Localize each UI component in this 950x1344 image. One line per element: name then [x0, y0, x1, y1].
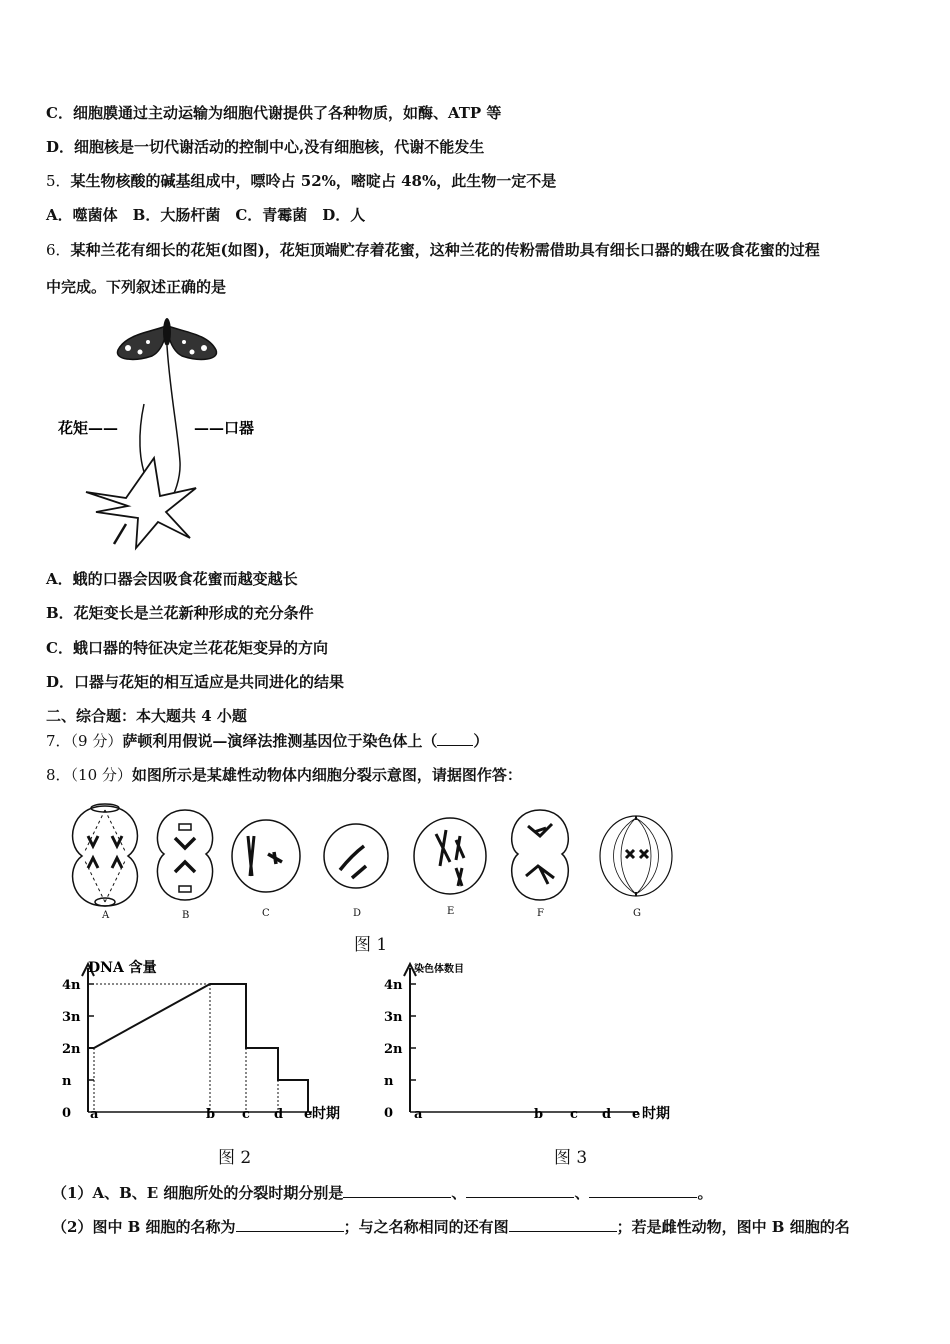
q8-text: 如图所示是某雄性动物体内细胞分裂示意图，请据图作答：: [131, 766, 522, 784]
cell-f: [512, 810, 569, 900]
q8-sub1-end: 。: [697, 1184, 713, 1202]
q8-sub1-label: （1）: [52, 1184, 93, 1202]
figure-2-caption: 图 2: [218, 1148, 252, 1168]
fig3-xtick: d: [602, 1107, 612, 1122]
fig3-xunit: 时期: [642, 1106, 670, 1122]
q7: [46, 730, 488, 751]
mouthpart-label: ——口器: [194, 419, 255, 437]
cell-a: [73, 804, 138, 906]
q4-option-c: C．细胞膜通过主动运输为细胞代谢提供了各种物质，如酶、ATP 等: [46, 104, 502, 122]
q7-text: 萨顿利用假说—演绎法推测基因位于染色体上（: [122, 732, 438, 750]
q5-text: 某生物核酸的碱基组成中，嘌呤占 52%，嘧啶占 48%，此生物一定不是: [70, 172, 557, 190]
q5-options: A．噬菌体 B．大肠杆菌 C．青霉菌 D．人: [46, 206, 366, 224]
q8-sub1-blank-e[interactable]: [589, 1183, 697, 1198]
q8-sub2-blank-figure[interactable]: [509, 1217, 617, 1232]
orchid-moth-figure: [56, 312, 286, 552]
fig2-xunit: 时期: [312, 1106, 340, 1122]
spur-label: 花矩——: [58, 419, 119, 437]
q5-stem: [46, 170, 556, 191]
q6-option-b: B．花矩变长是兰花新种形成的充分条件: [46, 604, 314, 622]
fig2-ytick: 2n: [62, 1042, 81, 1057]
fig2-xtick: a: [90, 1107, 99, 1122]
q7-number: 7．: [46, 732, 71, 750]
cell-labels: [101, 906, 641, 921]
q8-sub2-text2: ；与之名称相同的还有图: [343, 1218, 509, 1236]
fig3-ytick: 3n: [384, 1010, 403, 1025]
cell-label-c: C: [262, 908, 270, 919]
fig3-xtick: a: [414, 1107, 423, 1122]
fig3-ytick: 0: [384, 1106, 394, 1121]
q6-stem-line1: [46, 239, 820, 260]
figure-2-chart: [50, 958, 360, 1138]
q8-sub1-blank-b[interactable]: [466, 1183, 574, 1198]
q6-option-c: C．蛾口器的特征决定兰花花矩变异的方向: [46, 639, 328, 657]
fig2-ylabel: DNA 含量: [88, 960, 157, 976]
fig3-ytick: 4n: [384, 978, 403, 993]
q7-score: （9 分）: [70, 732, 123, 750]
cell-label-e: E: [447, 906, 455, 917]
q8-sub1-sep1: 、: [451, 1184, 467, 1202]
q8-sub2: [52, 1216, 850, 1237]
fig3-xtick: e: [632, 1107, 641, 1122]
q6-option-d: D．口器与花矩的相互适应是共同进化的结果: [46, 673, 345, 691]
fig3-ytick: 2n: [384, 1042, 403, 1057]
fig3-xtick: b: [534, 1107, 544, 1122]
q8-sub2-text3: ；若是雌性动物，图中 B 细胞的名: [616, 1218, 850, 1236]
q4-option-d: D．细胞核是一切代谢活动的控制中心,没有细胞核，代谢不能发生: [46, 138, 485, 156]
fig3-ytick: n: [384, 1074, 394, 1089]
q8-sub1-sep2: 、: [574, 1184, 590, 1202]
fig2-xtick: e: [304, 1107, 313, 1122]
q6-stem-line2: 中完成。下列叙述正确的是: [46, 278, 227, 296]
q8-sub1: [52, 1182, 712, 1203]
q8-sub2-blank-name[interactable]: [236, 1217, 344, 1232]
q6-number: 6．: [46, 241, 71, 259]
q7-tail: ）: [473, 732, 489, 750]
cell-e: [414, 818, 486, 894]
figure-1-caption: 图 1: [354, 935, 388, 955]
q8-stem: [46, 764, 522, 785]
q8-sub2-label: （2）: [52, 1218, 93, 1236]
cell-c: [232, 820, 300, 892]
fig2-ytick: 0: [62, 1106, 72, 1121]
q8-score: （10 分）: [70, 766, 132, 784]
fig2-xtick: d: [274, 1107, 284, 1122]
cell-label-a: A: [102, 910, 110, 921]
fig2-ytick: n: [62, 1074, 72, 1089]
cell-label-b: B: [182, 910, 190, 921]
fig2-xtick: c: [242, 1107, 250, 1122]
cell-g: [600, 816, 672, 896]
fig2-xtick: b: [206, 1107, 216, 1122]
q8-sub2-text1: 图中 B 细胞的名称为: [92, 1218, 236, 1236]
figure-3-caption: 图 3: [554, 1148, 588, 1168]
fig2-ytick: 4n: [62, 978, 81, 993]
fig3-ylabel: 染色体数目: [414, 964, 464, 975]
cell-label-d: D: [353, 908, 362, 919]
section2-title: 二、综合题：本大题共 4 小题: [46, 707, 247, 725]
q6-option-a: A．蛾的口器会因吸食花蜜而越变越长: [46, 570, 298, 588]
q7-answer-blank[interactable]: [437, 731, 473, 746]
cell-d: [324, 824, 388, 888]
figure-3-chart: [384, 958, 698, 1138]
q8-sub1-blank-a[interactable]: [343, 1183, 451, 1198]
moth-icon: [117, 318, 216, 512]
fig2-ytick: 3n: [62, 1010, 81, 1025]
q6-text: 某种兰花有细长的花矩(如图)，花矩顶端贮存着花蜜，这种兰花的传粉需借助具有细长口器的蛾在吸食花蜜的过程: [70, 241, 820, 259]
q8-sub1-text: A、B、E 细胞所处的分裂时期分别是: [92, 1184, 344, 1202]
cell-b: [157, 810, 212, 900]
fig3-xtick: c: [570, 1107, 578, 1122]
fig2-dna-line: [88, 984, 308, 1112]
q5-number: 5．: [46, 172, 71, 190]
q8-number: 8．: [46, 766, 71, 784]
cell-label-f: F: [537, 908, 544, 919]
cell-label-g: G: [633, 908, 641, 919]
